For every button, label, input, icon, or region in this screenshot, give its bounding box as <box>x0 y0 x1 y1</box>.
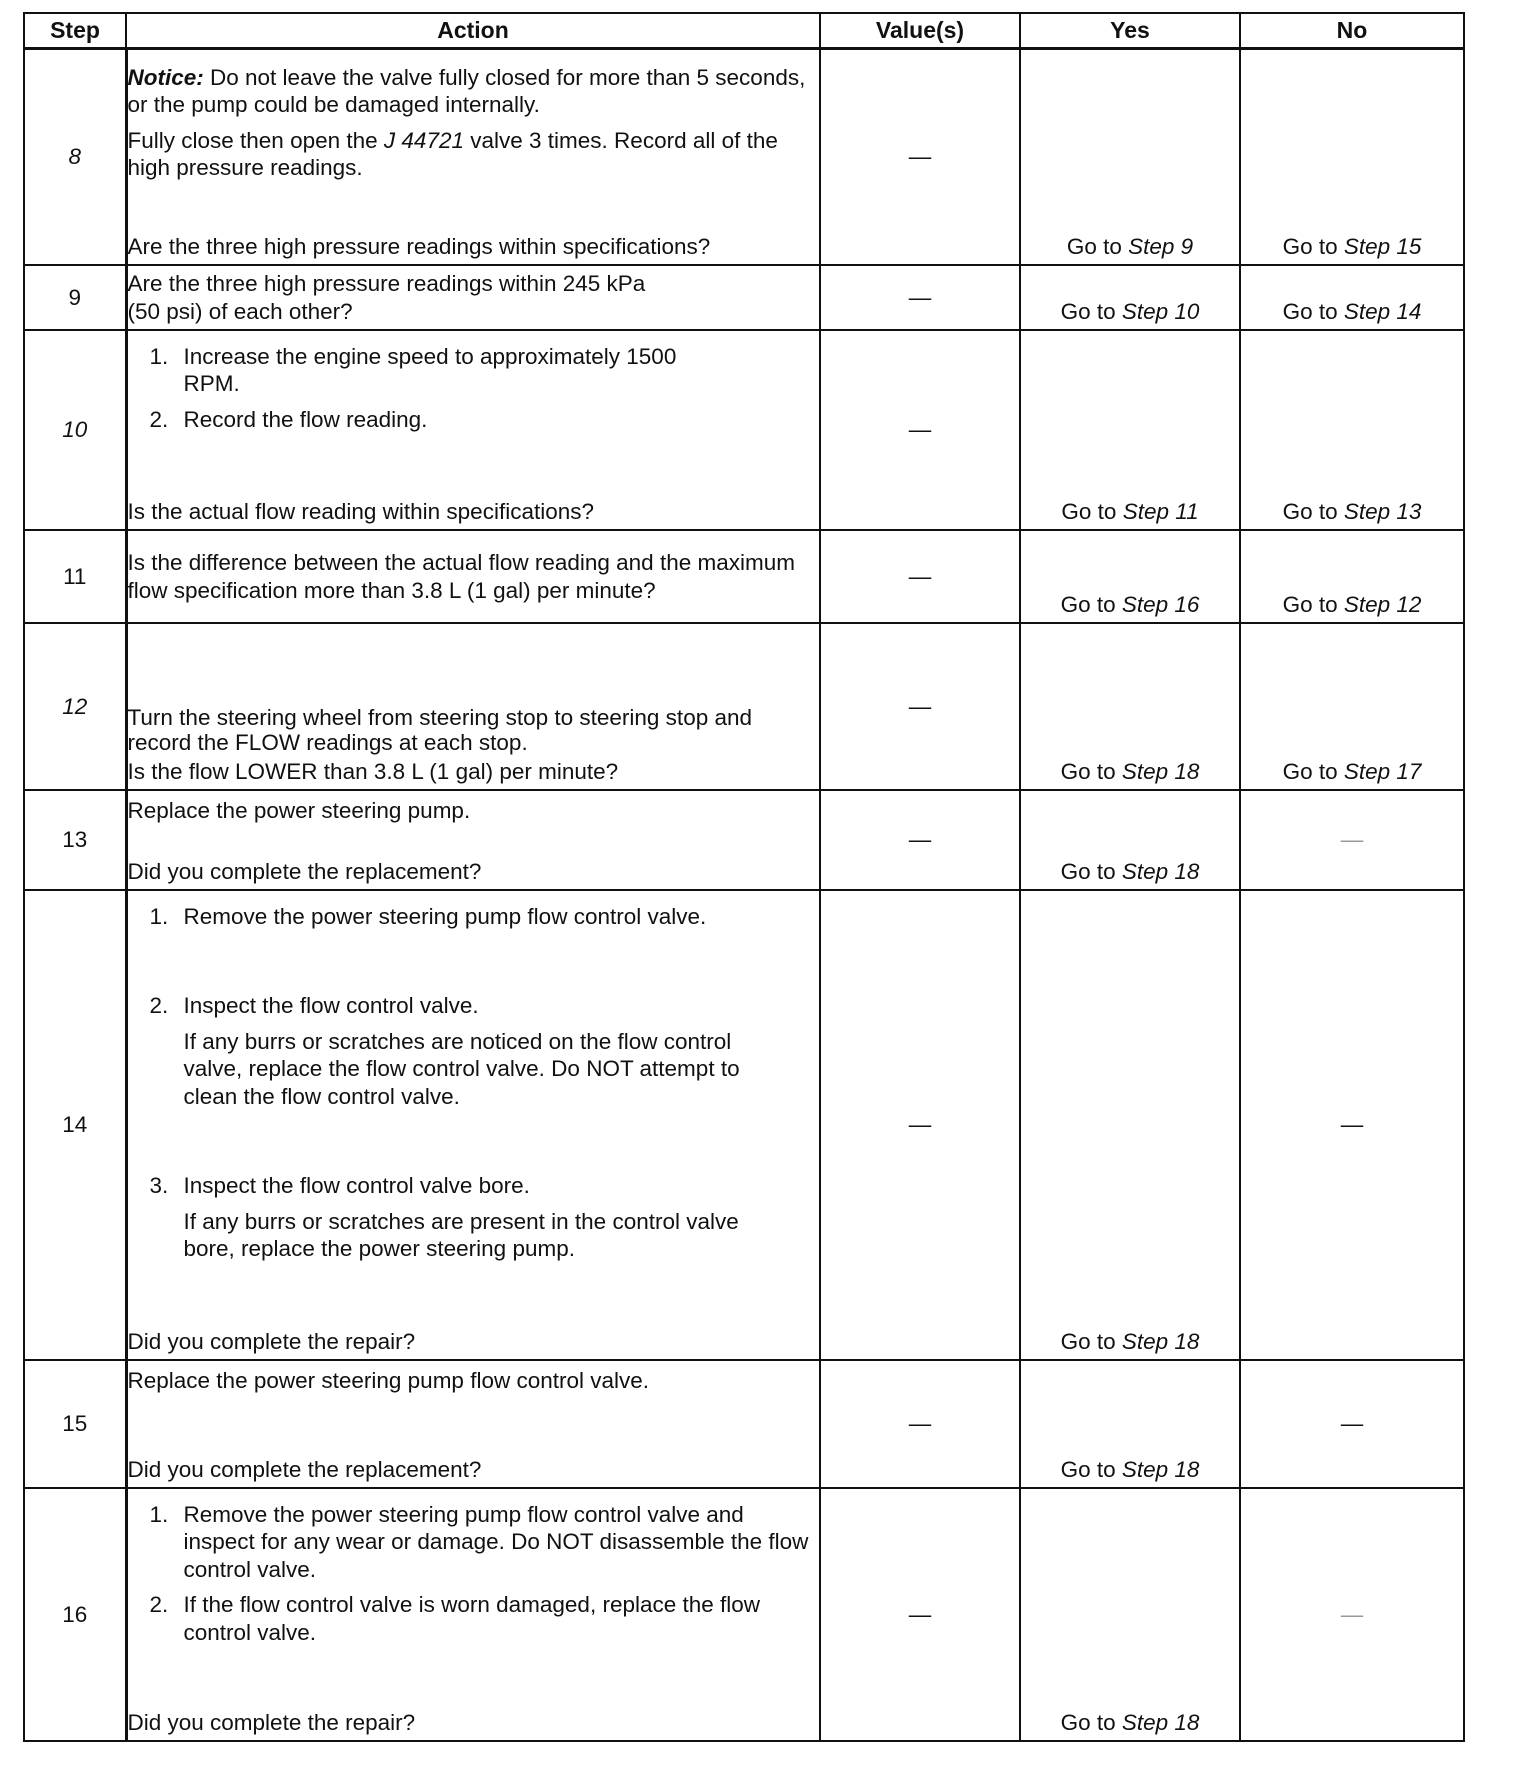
no-value: — <box>1340 827 1364 853</box>
no-cell <box>1240 1488 1464 1741</box>
table-row-step-12 <box>24 623 1464 790</box>
value-cell <box>820 530 1020 623</box>
step-number: 16 <box>24 1488 126 1741</box>
action-cell <box>126 49 820 266</box>
action-cell <box>126 1360 820 1488</box>
step-number: 14 <box>24 890 126 1360</box>
list-item: 2. Record the flow reading. <box>149 406 428 432</box>
yes-target[interactable]: Step 9 <box>1128 233 1194 259</box>
no-cell <box>1240 890 1464 1360</box>
step-number: 11 <box>24 530 126 623</box>
table-row-step-8 <box>24 49 1464 266</box>
table-row-step-14 <box>24 890 1464 1360</box>
list-item: 2. If the flow control valve is worn damaged, replace the flow control valve. <box>149 1592 761 1645</box>
header-no: No <box>1240 13 1464 49</box>
numbered-steps <box>128 891 820 1263</box>
no-target[interactable]: Step 12 <box>1343 591 1422 617</box>
list-item: 3. Inspect the flow control valve bore. If any burrs or scratches are present in the control valve bore, replace the power steering pump. <box>128 1172 810 1262</box>
table-row-step-16 <box>24 1488 1464 1741</box>
yes-cell[interactable]: Go to Step 18 <box>1020 790 1240 890</box>
yes-target[interactable]: Step 11 <box>1122 498 1199 524</box>
no-target[interactable]: Step 13 <box>1343 498 1422 524</box>
value-cell <box>820 265 1020 330</box>
no-target[interactable]: Step 14 <box>1343 298 1422 324</box>
step-number: 10 <box>24 330 126 530</box>
value-cell <box>820 330 1020 530</box>
no-value: — <box>1340 1411 1364 1437</box>
table-row-step-13 <box>24 790 1464 890</box>
action-cell <box>126 530 820 623</box>
yes-cell[interactable]: Go to Step 18 <box>1020 623 1240 790</box>
action-cell <box>126 330 820 530</box>
yes-target[interactable]: Step 18 <box>1121 758 1200 784</box>
table-row-step-11 <box>24 530 1464 623</box>
value-text: — <box>908 1112 932 1138</box>
value-text: — <box>908 827 932 853</box>
header-action: Action <box>126 13 820 49</box>
value-text: — <box>908 1411 932 1437</box>
no-cell[interactable]: Go to Step 15 <box>1240 49 1464 266</box>
no-cell <box>1240 790 1464 890</box>
no-value: — <box>1340 1112 1364 1138</box>
no-cell[interactable]: Go to Step 12 <box>1240 530 1464 623</box>
value-text: — <box>908 1601 932 1627</box>
header-row <box>24 13 1464 49</box>
yes-target[interactable]: Step 18 <box>1121 858 1200 884</box>
no-target[interactable]: Step 15 <box>1343 233 1422 259</box>
question-text: Did you complete the repair? <box>127 1328 416 1354</box>
value-cell <box>820 49 1020 266</box>
question-text: Are the three high pressure readings within 245 kPa (50 psi) of each other? <box>127 271 646 324</box>
instruction-text: Replace the power steering pump flow control valve. <box>127 1368 650 1393</box>
notice-label: Notice: <box>127 65 204 90</box>
value-cell <box>820 1488 1020 1741</box>
list-item: 1. Remove the power steering pump flow control valve. <box>149 904 707 929</box>
question-text: Is the difference between the actual flow reading and the maximum flow specification more than 3.8 L (1 gal) per minute? <box>127 550 795 603</box>
value-cell <box>820 623 1020 790</box>
list-item: 1. Increase the engine speed to approximately 1500 RPM. <box>149 344 677 397</box>
sub-note: If any burrs or scratches are noticed on the flow control valve, replace the flow control valve. Do NOT attempt to clean the flow control valve. <box>183 1028 740 1109</box>
action-cell <box>126 790 820 890</box>
question-text: Did you complete the replacement? <box>127 858 482 884</box>
no-target[interactable]: Step 17 <box>1343 758 1422 784</box>
yes-cell[interactable]: Go to Step 16 <box>1020 530 1240 623</box>
yes-target[interactable]: Step 18 <box>1121 1456 1200 1482</box>
notice-paragraph <box>128 50 820 119</box>
instruction-text: Fully close then open the J 44721 valve 3 times. Record all of the high pressure readings. <box>127 127 778 181</box>
yes-cell[interactable]: Go to Step 11 <box>1020 330 1240 530</box>
yes-target[interactable]: Step 18 <box>1121 1709 1200 1735</box>
yes-cell[interactable]: Go to Step 18 <box>1020 1360 1240 1488</box>
value-text: — <box>908 563 932 589</box>
question-text: Did you complete the replacement? <box>127 1456 482 1482</box>
header-yes: Yes <box>1020 13 1240 49</box>
action-cell <box>126 1488 820 1741</box>
yes-target[interactable]: Step 16 <box>1121 591 1200 617</box>
no-value: — <box>1340 1601 1364 1627</box>
numbered-steps <box>128 1489 820 1646</box>
value-text: — <box>908 693 932 719</box>
action-cell <box>126 623 820 790</box>
step-number: 13 <box>24 790 126 890</box>
value-cell <box>820 890 1020 1360</box>
step-number: 9 <box>24 265 126 330</box>
action-cell <box>126 265 820 330</box>
value-text: — <box>908 284 932 310</box>
sub-note: If any burrs or scratches are present in the control valve bore, replace the power steering pump. <box>183 1208 739 1262</box>
tool-number: J 44721 <box>383 127 464 153</box>
header-values: Value(s) <box>820 13 1020 49</box>
yes-target[interactable]: Step 18 <box>1121 1328 1200 1354</box>
yes-target[interactable]: Step 10 <box>1121 298 1200 324</box>
action-cell <box>126 890 820 1360</box>
yes-cell[interactable]: Go to Step 18 <box>1020 890 1240 1360</box>
no-cell[interactable]: Go to Step 14 <box>1240 265 1464 330</box>
no-cell[interactable]: Go to Step 17 <box>1240 623 1464 790</box>
table-row-step-15 <box>24 1360 1464 1488</box>
table-row-step-9 <box>24 265 1464 330</box>
list-item: 1. Remove the power steering pump flow control valve and inspect for any wear or damage. Do NOT disassemble the flow control valve. <box>149 1502 809 1582</box>
value-text: — <box>908 144 932 170</box>
step-number: 15 <box>24 1360 126 1488</box>
value-cell <box>820 790 1020 890</box>
value-cell <box>820 1360 1020 1488</box>
question-text: Is the actual flow reading within specifications? <box>127 498 595 524</box>
question-text: Did you complete the repair? <box>127 1709 416 1735</box>
no-cell[interactable]: Go to Step 13 <box>1240 330 1464 530</box>
notice-text: Do not leave the valve fully closed for more than 5 seconds, or the pump could be damaged internally. <box>127 65 806 118</box>
list-item: 2. Inspect the flow control valve. If any burrs or scratches are noticed on the flow control valve, replace the flow control valve. Do NOT attempt to clean the flow control valve. <box>128 992 810 1110</box>
numbered-steps <box>128 331 820 433</box>
no-cell <box>1240 1360 1464 1488</box>
step-number: 12 <box>24 623 126 790</box>
instruction-text: Turn the steering wheel from steering stop to steering stop and record the FLOW readings at each stop. <box>127 705 753 755</box>
yes-cell[interactable]: Go to Step 10 <box>1020 265 1240 330</box>
value-text: — <box>908 417 932 443</box>
question-text: Are the three high pressure readings within specifications? <box>127 233 711 259</box>
question-text: Is the flow LOWER than 3.8 L (1 gal) per minute? <box>127 758 619 784</box>
yes-cell[interactable]: Go to Step 9 <box>1020 49 1240 266</box>
instruction-text: Replace the power steering pump. <box>127 798 471 823</box>
table-row-step-10 <box>24 330 1464 530</box>
step-number: 8 <box>24 49 126 266</box>
header-step: Step <box>24 13 126 49</box>
diagnostic-table <box>23 12 1465 1742</box>
yes-cell[interactable]: Go to Step 18 <box>1020 1488 1240 1741</box>
